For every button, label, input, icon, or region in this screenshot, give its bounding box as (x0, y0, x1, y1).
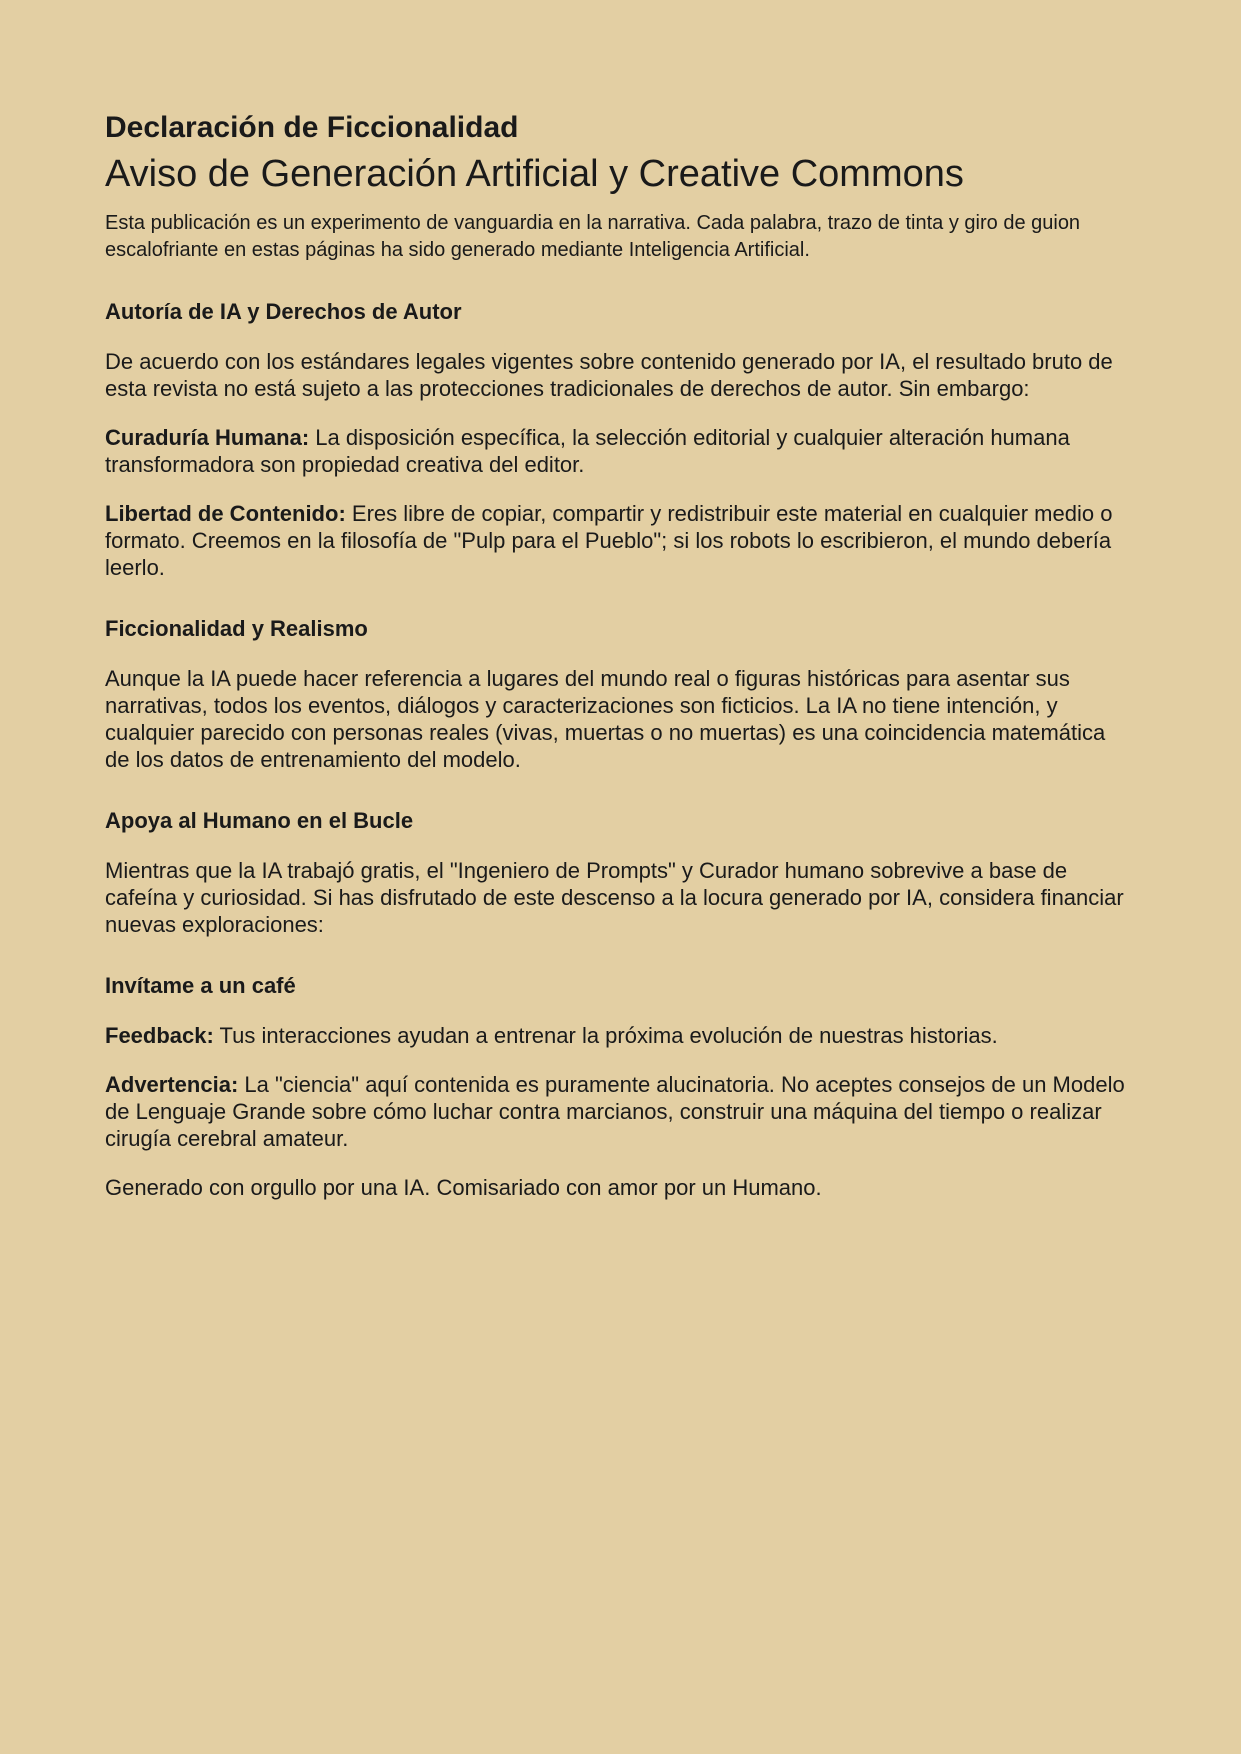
intro-paragraph: Esta publicación es un experimento de vanguardia en la narrativa. Cada palabra, trazo de tinta y giro de guion escalofriante en estas páginas ha sido generado mediante Inteligencia Artificial. (105, 212, 1081, 261)
paragraph-lead: Feedback: (105, 1023, 214, 1048)
paragraph-lead: Curaduría Humana: (105, 425, 310, 450)
paragraph (105, 500, 1125, 581)
section-heading: Ficcionalidad y Realismo (105, 616, 368, 641)
paragraph-lead: Advertencia: (105, 1072, 239, 1097)
paragraph-text: Tus interacciones ayudan a entrenar la próxima evolución de nuestras historias. (219, 1023, 998, 1048)
section-heading: Invítame a un café (105, 973, 296, 998)
paragraph (105, 1071, 1125, 1152)
page-subtitle: Aviso de Generación Artificial y Creative Commons (105, 153, 964, 195)
paragraph: Mientras que la IA trabajó gratis, el "Ingeniero de Prompts" y Curador humano sobrevive a base de cafeína y curiosidad. Si has disfrutado de este descenso a la locura generado por IA, considera financiar nuevas exploraciones: (105, 858, 1124, 937)
sections-container (105, 298, 1125, 1201)
paragraph-text: La disposición específica, la selección editorial y cualquier alteración humana transformadora son propiedad creativa del editor. (105, 425, 1070, 477)
paragraph: Aunque la IA puede hacer referencia a lugares del mundo real o figuras históricas para asentar sus narrativas, todos los eventos, diálogos y caracterizaciones son ficticios. La IA no tiene intención, y cualquier parecido con personas reales (vivas, muertas o no muertas) es una coincidencia matemática de los datos de entrenamiento del modelo. (105, 666, 1106, 772)
paragraph: De acuerdo con los estándares legales vigentes sobre contenido generado por IA, el resultado bruto de esta revista no está sujeto a las protecciones tradicionales de derechos de autor. Sin embargo: (105, 349, 1113, 401)
paragraph: Generado con orgullo por una IA. Comisariado con amor por un Humano. (105, 1175, 822, 1200)
paragraph-text: La "ciencia" aquí contenida es puramente alucinatoria. No aceptes consejos de un Modelo de Lenguaje Grande sobre cómo luchar contra marcianos, construir una máquina del tiempo o realizar cirugía cerebral amateur. (105, 1072, 1125, 1151)
section-heading: Apoya al Humano en el Bucle (105, 808, 414, 833)
paragraph (105, 1022, 1125, 1049)
page-title: Declaración de Ficcionalidad (105, 111, 519, 144)
paragraph-lead: Libertad de Contenido: (105, 501, 346, 526)
paragraph (105, 424, 1125, 478)
paragraph-text: Eres libre de copiar, compartir y redistribuir este material en cualquier medio o formato. Creemos en la filosofía de "Pulp para el Pueblo"; si los robots lo escribieron, el mundo debería leerlo. (105, 501, 1113, 580)
section-heading: Autoría de IA y Derechos de Autor (105, 299, 462, 324)
